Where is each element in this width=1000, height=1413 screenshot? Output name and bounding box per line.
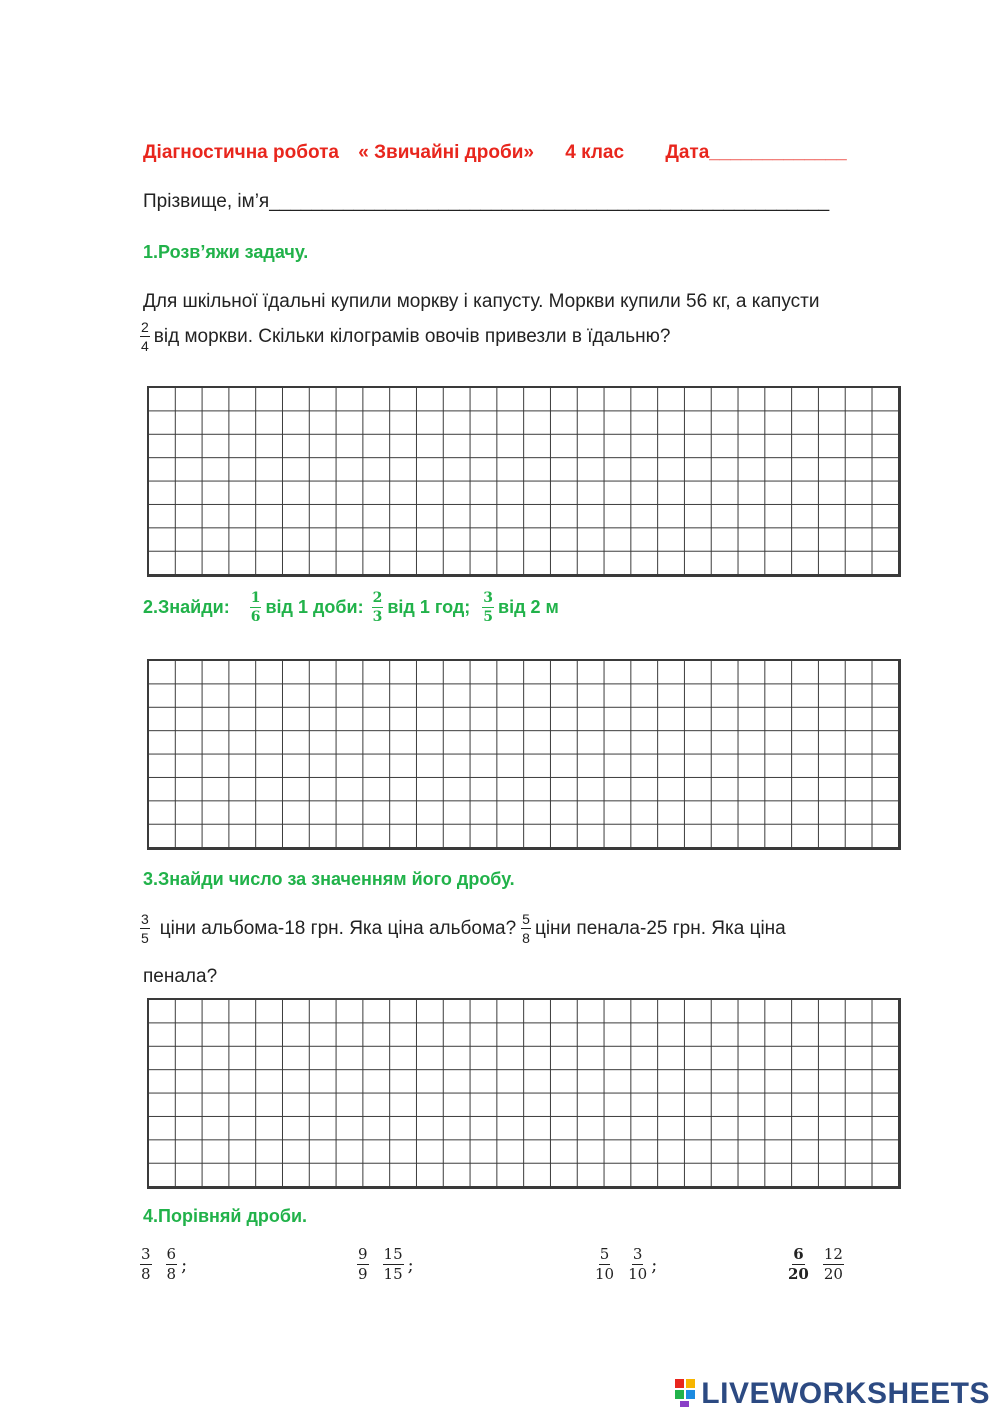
task3-text-1: ціни альбома-18 грн. Яка ціна альбома? <box>159 917 517 939</box>
compare-pair-4 <box>788 1247 848 1282</box>
compare-pair-1 <box>140 1247 187 1282</box>
compare-pair-2 <box>357 1247 414 1282</box>
name-field[interactable]: Прізвище, ім’я_____________________________________________________ <box>143 191 830 212</box>
compare-fraction-b <box>166 1247 178 1282</box>
compare-separator: ; <box>651 1255 658 1276</box>
task2-row <box>143 591 559 624</box>
task2-fraction-1 <box>250 591 262 624</box>
compare-fraction-a <box>357 1247 369 1282</box>
task2-item-2-text: від 1 год; <box>387 597 471 617</box>
task1-line2-row <box>140 320 670 353</box>
compare-separator: ; <box>407 1255 414 1276</box>
compare-fraction-b <box>383 1247 404 1282</box>
fraction-denominator: 15 <box>383 1265 403 1283</box>
fraction-denominator: 9 <box>358 1265 368 1283</box>
task1-line1: Для шкільної їдальні купили моркву і капусту. Моркви купили 56 кг, а капусти <box>143 291 820 312</box>
liveworksheets-logo <box>675 1377 990 1411</box>
fraction-denominator: 20 <box>823 1265 843 1283</box>
compare-fraction-a <box>595 1247 614 1282</box>
task4-heading: 4.Порівняй дроби. <box>143 1206 308 1226</box>
fraction-numerator: 15 <box>383 1245 403 1263</box>
date-field[interactable]: Дата_____________ <box>665 142 847 163</box>
answer-grid-3[interactable] <box>148 999 900 1188</box>
task3-fraction-1 <box>140 912 150 945</box>
task3-text-2: ціни пенала-25 грн. Яка ціна <box>534 917 786 939</box>
fraction-denominator: 6 <box>250 609 261 625</box>
liveworksheets-logo-icon <box>675 1379 697 1409</box>
fraction-numerator: 3 <box>483 590 494 606</box>
compare-fraction-a <box>140 1247 152 1282</box>
fraction-denominator: 4 <box>141 338 149 354</box>
fraction-numerator: 5 <box>599 1245 610 1263</box>
compare-pair-3 <box>595 1247 657 1282</box>
task2-fraction-3 <box>482 591 494 624</box>
task1-line2: від моркви. Скільки кілограмів овочів привезли в їдальню? <box>153 325 671 347</box>
worksheet-title <box>143 142 847 164</box>
title-text: Діагностична робота <box>143 142 339 163</box>
fraction-numerator: 12 <box>823 1245 843 1263</box>
task3-heading: 3.Знайди число за значенням його дробу. <box>143 869 515 889</box>
logo-text: LIVEWORKSHEETS <box>701 1377 990 1410</box>
compare-fraction-b <box>628 1247 647 1282</box>
fraction-numerator: 3 <box>141 911 149 927</box>
fraction-numerator: 5 <box>522 911 530 927</box>
task3-text-3: пенала? <box>143 966 218 987</box>
fraction-denominator: 8 <box>141 1265 151 1283</box>
answer-grid-2[interactable] <box>148 660 900 849</box>
task1-heading: 1.Розв’яжи задачу. <box>143 242 309 262</box>
fraction-numerator: 1 <box>250 590 261 606</box>
fraction-denominator: 8 <box>522 930 530 946</box>
grade-text: 4 клас <box>565 142 625 163</box>
task2-heading: 2.Знайди: <box>143 597 230 617</box>
topic-text: « Звичайні дроби» <box>358 142 534 163</box>
fraction-denominator: 5 <box>141 930 149 946</box>
fraction-numerator: 3 <box>141 1245 151 1263</box>
fraction-denominator: 10 <box>628 1265 648 1283</box>
task1-fraction <box>140 320 150 353</box>
fraction-denominator: 3 <box>372 609 383 625</box>
fraction-numerator: 2 <box>372 590 383 606</box>
compare-separator: ; <box>181 1255 188 1276</box>
answer-grid-1[interactable] <box>148 387 900 576</box>
fraction-denominator: 10 <box>595 1265 615 1283</box>
fraction-denominator: 8 <box>166 1265 177 1283</box>
fraction-denominator: 20 <box>788 1265 809 1283</box>
compare-fraction-a <box>788 1247 809 1282</box>
fraction-denominator: 5 <box>483 609 494 625</box>
fraction-numerator: 6 <box>166 1245 177 1263</box>
fraction-numerator: 9 <box>358 1245 368 1263</box>
fraction-numerator: 2 <box>141 319 149 335</box>
fraction-numerator: 3 <box>632 1245 643 1263</box>
compare-fraction-b <box>823 1247 844 1282</box>
task2-fraction-2 <box>372 591 384 624</box>
task3-line1-row <box>140 912 786 945</box>
task2-item-3-text: від 2 м <box>498 597 559 617</box>
task2-item-1-text: від 1 доби: <box>265 597 364 617</box>
fraction-numerator: 6 <box>793 1245 804 1263</box>
task3-fraction-2 <box>521 912 531 945</box>
